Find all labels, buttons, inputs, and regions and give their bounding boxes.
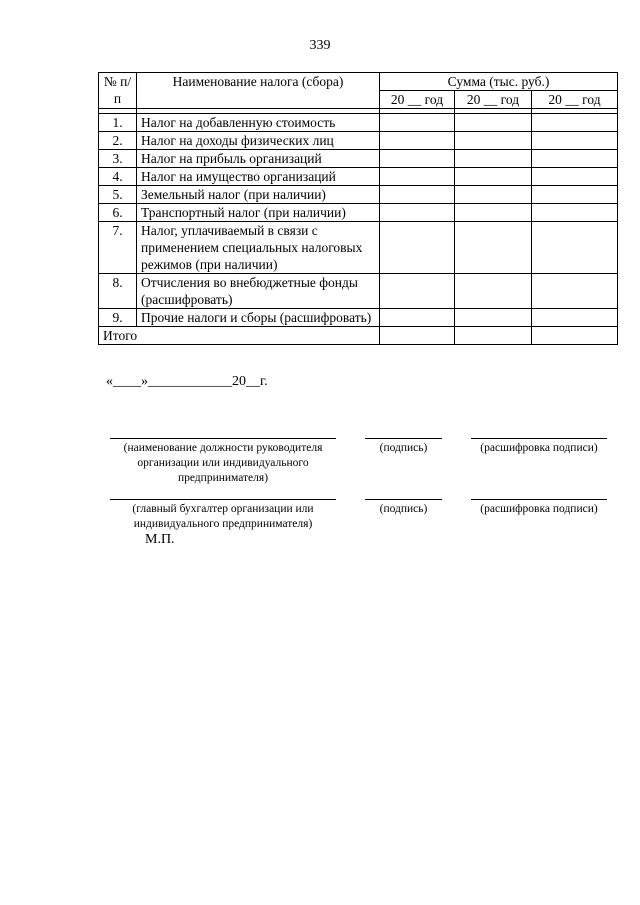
row-sum-cell <box>455 150 532 168</box>
stamp-label: М.П. <box>145 532 175 547</box>
row-number: 3. <box>99 150 137 168</box>
row-sum-cell <box>380 132 455 150</box>
table-row <box>99 274 618 309</box>
table-row <box>99 150 618 168</box>
header-year-2: 20 __ год <box>455 91 532 109</box>
total-cell <box>455 327 532 345</box>
head-decoding-caption: (расшифровка подписи) <box>471 438 607 456</box>
head-position-caption: (наименование должности руководителя организации или индивидуального предпринимателя) <box>110 438 336 486</box>
row-sum-cell <box>532 132 618 150</box>
row-sum-cell <box>455 309 532 327</box>
row-sum-cell <box>380 222 455 274</box>
row-tax-name: Налог на прибыль организаций <box>137 150 380 168</box>
row-sum-cell <box>455 274 532 309</box>
table-row <box>99 114 618 132</box>
row-sum-cell <box>455 132 532 150</box>
row-sum-cell <box>532 186 618 204</box>
row-number: 9. <box>99 309 137 327</box>
header-name: Наименование налога (сбора) <box>137 73 380 109</box>
tax-table <box>98 72 618 345</box>
row-number: 1. <box>99 114 137 132</box>
row-number: 5. <box>99 186 137 204</box>
total-label: Итого <box>99 327 380 345</box>
row-tax-name: Отчисления во внебюджетные фонды (расшифровать) <box>137 274 380 309</box>
row-sum-cell <box>532 204 618 222</box>
row-sum-cell <box>380 186 455 204</box>
accountant-position-caption: (главный бухгалтер организации или индивидуального предпринимателя) <box>110 499 336 532</box>
date-line: «____»____________20__г. <box>106 374 268 389</box>
table-row <box>99 186 618 204</box>
table-row <box>99 132 618 150</box>
head-signature-caption: (подпись) <box>365 438 442 456</box>
row-tax-name: Земельный налог (при наличии) <box>137 186 380 204</box>
row-sum-cell <box>380 114 455 132</box>
page-number: 339 <box>309 38 331 53</box>
table-row <box>99 168 618 186</box>
row-sum-cell <box>532 309 618 327</box>
row-tax-name: Транспортный налог (при наличии) <box>137 204 380 222</box>
table-row <box>99 204 618 222</box>
header-year-3: 20 __ год <box>532 91 618 109</box>
row-sum-cell <box>455 114 532 132</box>
total-cell <box>380 327 455 345</box>
row-sum-cell <box>532 274 618 309</box>
row-sum-cell <box>532 168 618 186</box>
row-sum-cell <box>380 150 455 168</box>
row-sum-cell <box>532 222 618 274</box>
row-sum-cell <box>455 168 532 186</box>
row-number: 8. <box>99 274 137 309</box>
row-sum-cell <box>455 222 532 274</box>
table-body <box>99 114 618 327</box>
row-sum-cell <box>380 309 455 327</box>
row-tax-name: Налог, уплачиваемый в связи с применением специальных налоговых режимов (при наличии) <box>137 222 380 274</box>
row-sum-cell <box>380 168 455 186</box>
row-number: 2. <box>99 132 137 150</box>
accountant-decoding-caption: (расшифровка подписи) <box>471 499 607 517</box>
row-tax-name: Налог на доходы физических лиц <box>137 132 380 150</box>
total-cell <box>532 327 618 345</box>
table-row <box>99 309 618 327</box>
row-sum-cell <box>532 150 618 168</box>
row-sum-cell <box>380 204 455 222</box>
table-row <box>99 222 618 274</box>
row-tax-name: Налог на имущество организаций <box>137 168 380 186</box>
row-number: 6. <box>99 204 137 222</box>
accountant-signature-caption: (подпись) <box>365 499 442 517</box>
header-num: № п/п <box>99 73 137 109</box>
row-tax-name: Прочие налоги и сборы (расшифровать) <box>137 309 380 327</box>
row-sum-cell <box>532 114 618 132</box>
row-sum-cell <box>455 204 532 222</box>
row-number: 4. <box>99 168 137 186</box>
row-sum-cell <box>455 186 532 204</box>
header-year-1: 20 __ год <box>380 91 455 109</box>
row-number: 7. <box>99 222 137 274</box>
row-tax-name: Налог на добавленную стоимость <box>137 114 380 132</box>
header-sum: Сумма (тыс. руб.) <box>380 73 618 91</box>
row-sum-cell <box>380 274 455 309</box>
